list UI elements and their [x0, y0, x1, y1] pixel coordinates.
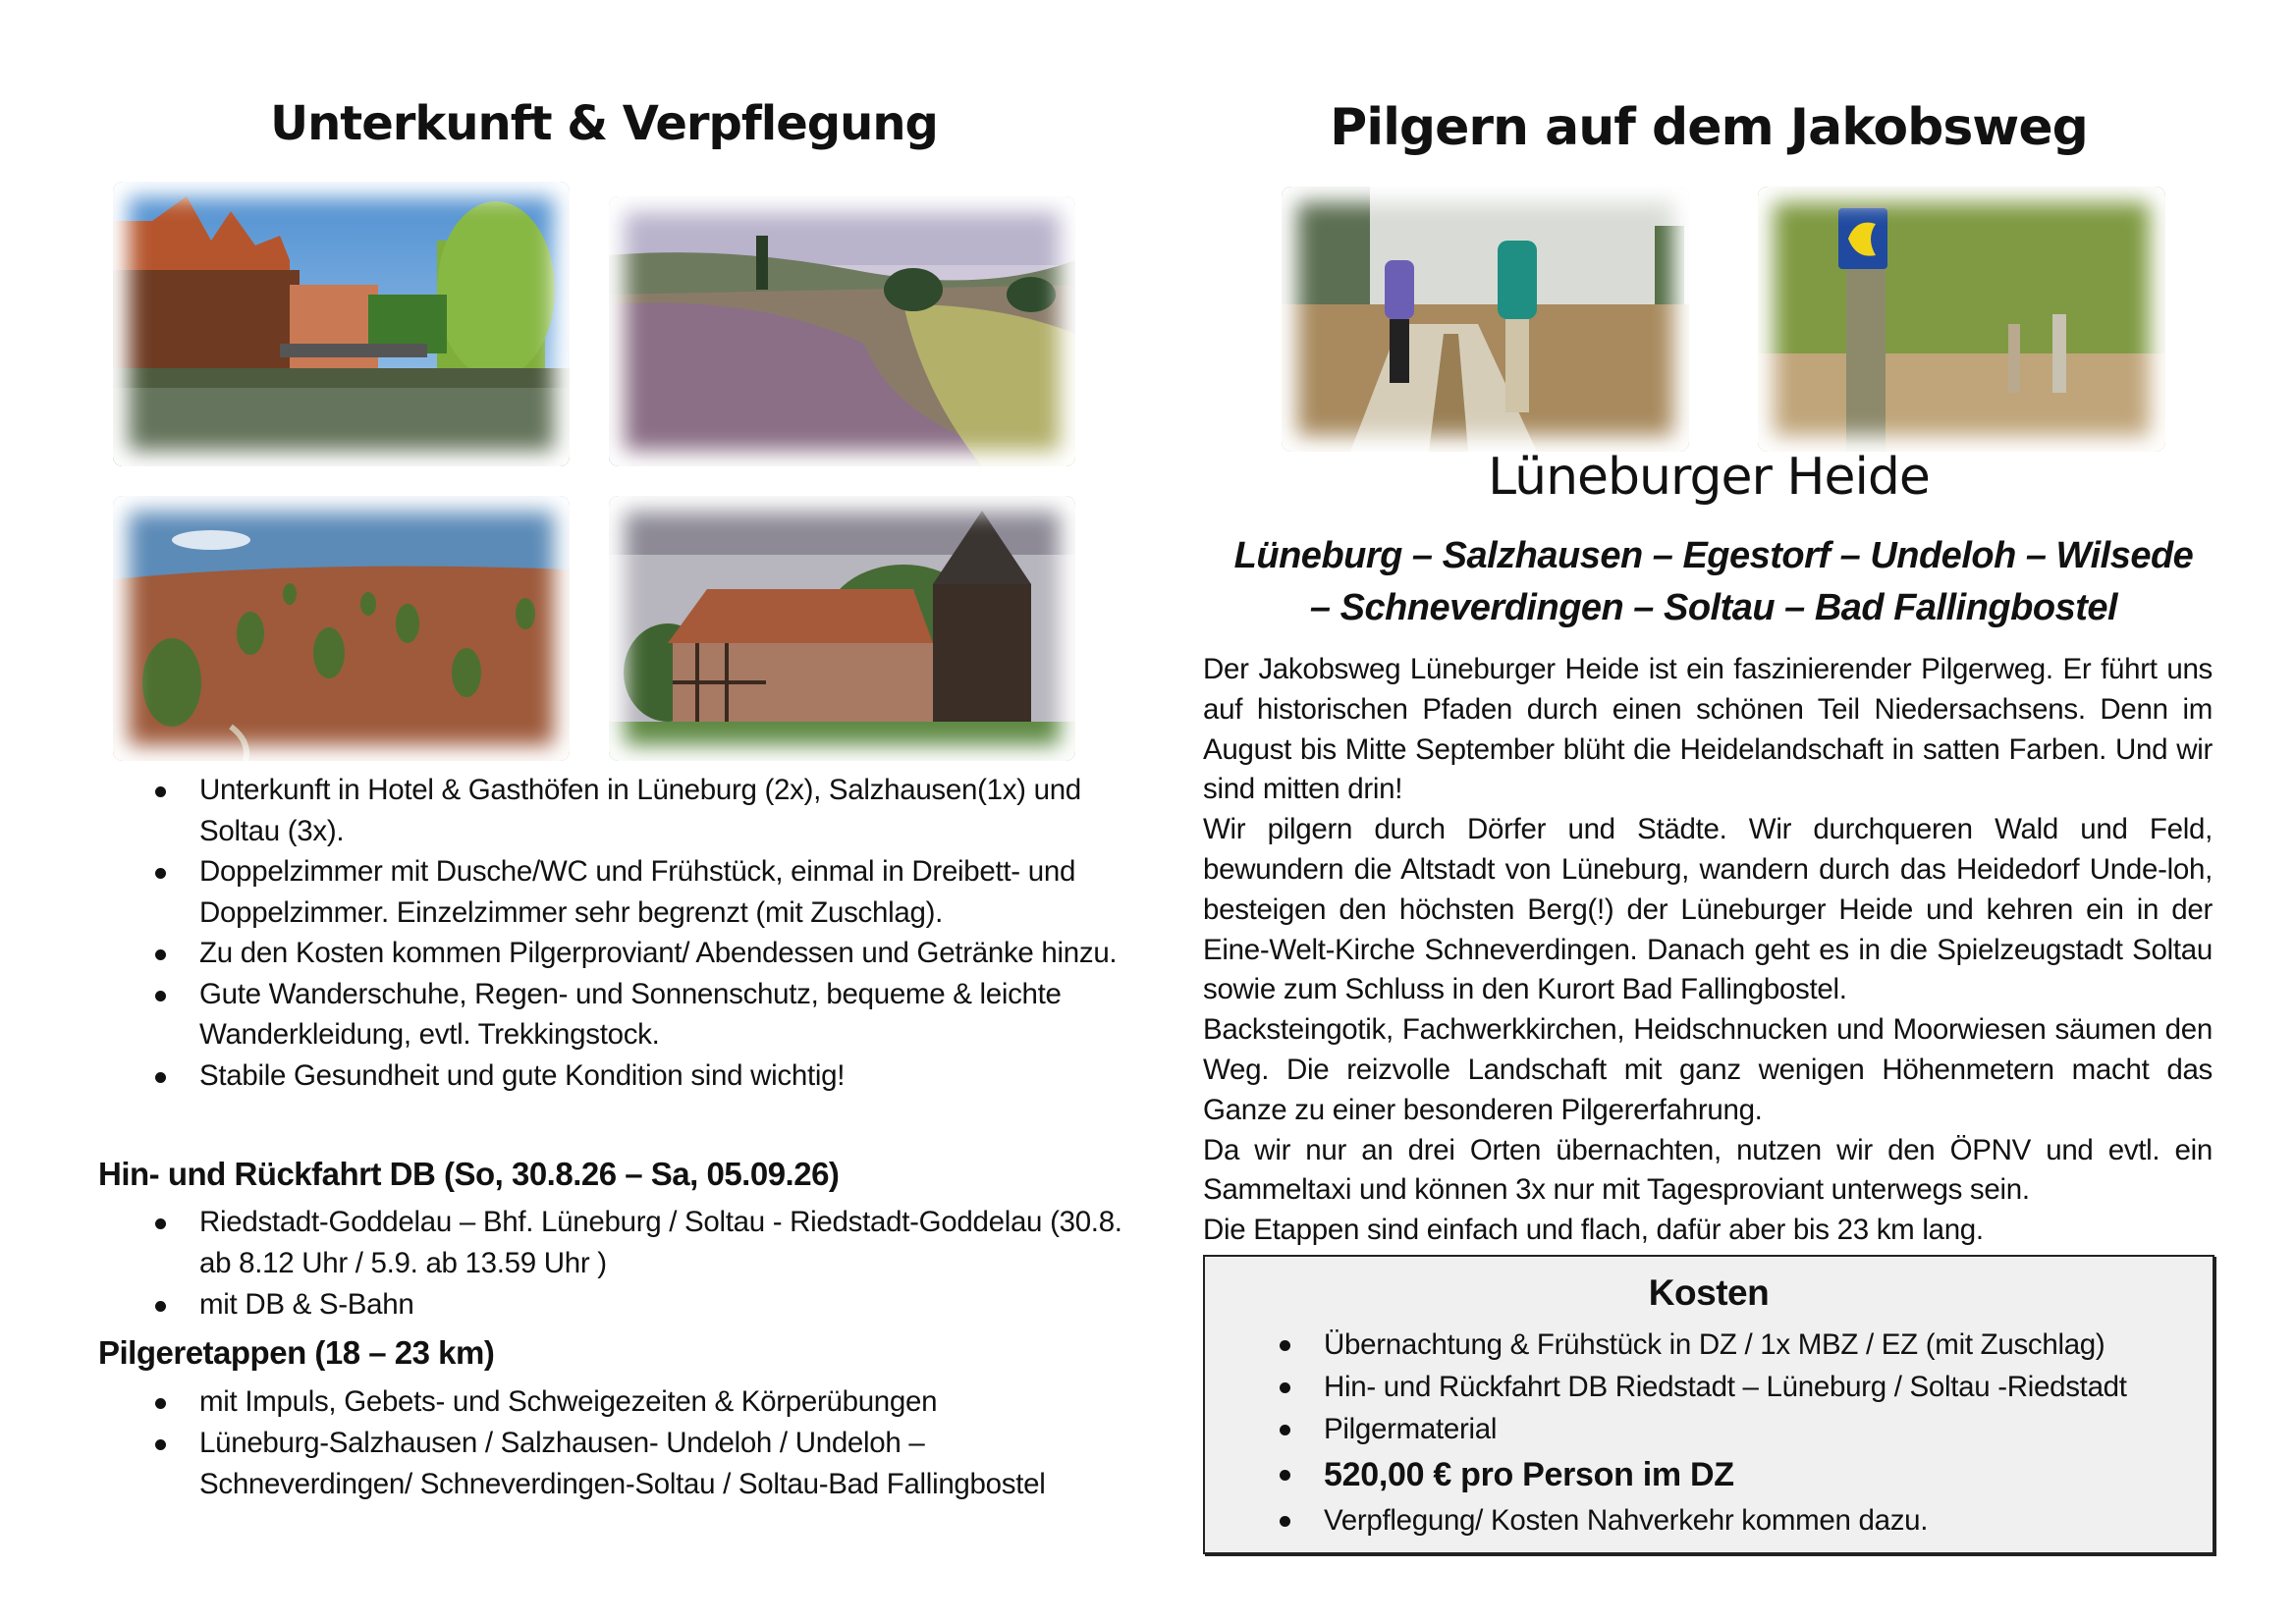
list-item: Stabile Gesundheit und gute Kondition sind wichtig!	[199, 1058, 846, 1092]
price-item: 520,00 € pro Person im DZ	[1324, 1456, 1734, 1493]
description-text	[1203, 650, 2213, 1251]
list-item: Unterkunft in Hotel & Gasthöfen in Lüneburg (2x), Salzhausen(1x) und Soltau (3x).	[199, 774, 1081, 847]
list-item: Lüneburg-Salzhausen / Salzhausen- Undeloh / Undeloh – Schneverdingen/ Schneverdingen-Soltau / Soltau-Bad Fallingbostel	[199, 1427, 1046, 1500]
lueneburg-harbor-photo	[113, 182, 570, 466]
list-item: mit Impuls, Gebets- und Schweigezeiten & Körperübungen	[199, 1385, 938, 1418]
accommodation-list	[155, 770, 1127, 1096]
list-item: Doppelzimmer mit Dusche/WC und Frühstück, einmal in Dreibett- und Doppelzimmer. Einzelzimmer sehr begrenzt (mit Zuschlag).	[199, 855, 1076, 929]
list-item: Gute Wanderschuhe, Regen- und Sonnenschutz, bequeme & leichte Wanderkleidung, evtl. Trekkingstock.	[199, 977, 1062, 1051]
paragraph: Backsteingotik, Fachwerkkirchen, Heidschnucken und Moorwiesen säumen den Weg. Die reizvolle Landschaft mit ganz wenigen Höhenmetern macht das Ganze zu einer besonderen Pilgererfahrung.	[1203, 1013, 2213, 1126]
pilgrimage-title: Pilgern auf dem Jakobsweg	[1330, 98, 2088, 157]
route-line-1: Lüneburg – Salzhausen – Egestorf – Undeloh – Wilsede	[1233, 535, 2194, 576]
list-item: Übernachtung & Frühstück in DZ / 1x MBZ / EZ (mit Zuschlag)	[1324, 1328, 2105, 1361]
costs-box	[1203, 1255, 2214, 1554]
list-item: Riedstadt-Goddelau – Bhf. Lüneburg / Soltau - Riedstadt-Goddelau (30.8. ab 8.12 Uhr / 5.9. ab 13.59 Uhr )	[199, 1206, 1122, 1279]
list-item: mit DB & S-Bahn	[199, 1288, 414, 1321]
paragraph: Wir pilgern durch Dörfer und Städte. Wir durchqueren Wald und Feld, bewundern die Altstadt von Lüneburg, wandern durch das Heidedorf Unde-loh, besteigen den höchsten Berg(!) der Lüneburger Heide und kehren ein in der Eine-Welt-Kirche Schneverdingen. Danach geht es in die Spielzeugstadt Soltau sowie zum Schluss in den Kurort Bad Fallingbostel.	[1203, 813, 2213, 1006]
region-title: Lüneburger Heide	[1488, 448, 1930, 507]
pilgrims-hiking-photo	[1282, 187, 1689, 452]
paragraph: Die Etappen sind einfach und flach, dafür aber bis 23 km lang.	[1203, 1214, 1984, 1247]
list-item: Pilgermaterial	[1324, 1413, 1498, 1445]
costs-list	[1280, 1324, 2203, 1542]
stages-list	[155, 1381, 1127, 1505]
route-line-2: – Schneverdingen – Soltau – Bad Fallingbostel	[1309, 587, 2118, 628]
list-item: Hin- und Rückfahrt DB Riedstadt – Lüneburg / Soltau -Riedstadt	[1324, 1371, 2127, 1403]
accommodation-title: Unterkunft & Verpflegung	[270, 96, 938, 151]
half-timbered-church-photo	[609, 496, 1075, 761]
travel-list	[155, 1202, 1127, 1325]
paragraph: Da wir nur an drei Orten übernachten, nutzen wir den ÖPNV und evtl. ein Sammeltaxi und können 3x nur mit Tagesproviant unterwegs sein.	[1203, 1133, 2213, 1207]
stages-heading: Pilgeretappen (18 – 23 km)	[98, 1334, 495, 1371]
heath-panorama-photo	[113, 496, 570, 761]
travel-heading: Hin- und Rückfahrt DB (So, 30.8.26 – Sa, 05.09.26)	[98, 1156, 840, 1192]
list-item: Verpflegung/ Kosten Nahverkehr kommen dazu.	[1324, 1504, 1929, 1537]
costs-title: Kosten	[1648, 1272, 1770, 1313]
list-item: Zu den Kosten kommen Pilgerproviant/ Abendessen und Getränke hinzu.	[199, 937, 1118, 969]
paragraph: Der Jakobsweg Lüneburger Heide ist ein faszinierender Pilgerweg. Er führt uns auf historischen Pfaden durch einen schönen Teil Niedersachsens. Denn im August bis Mitte September blüht die Heidelandschaft in satten Farben. Und wir sind mitten drin!	[1203, 653, 2213, 806]
scallop-shell-sign-photo	[1758, 187, 2165, 452]
heath-hills-photo	[609, 196, 1075, 466]
